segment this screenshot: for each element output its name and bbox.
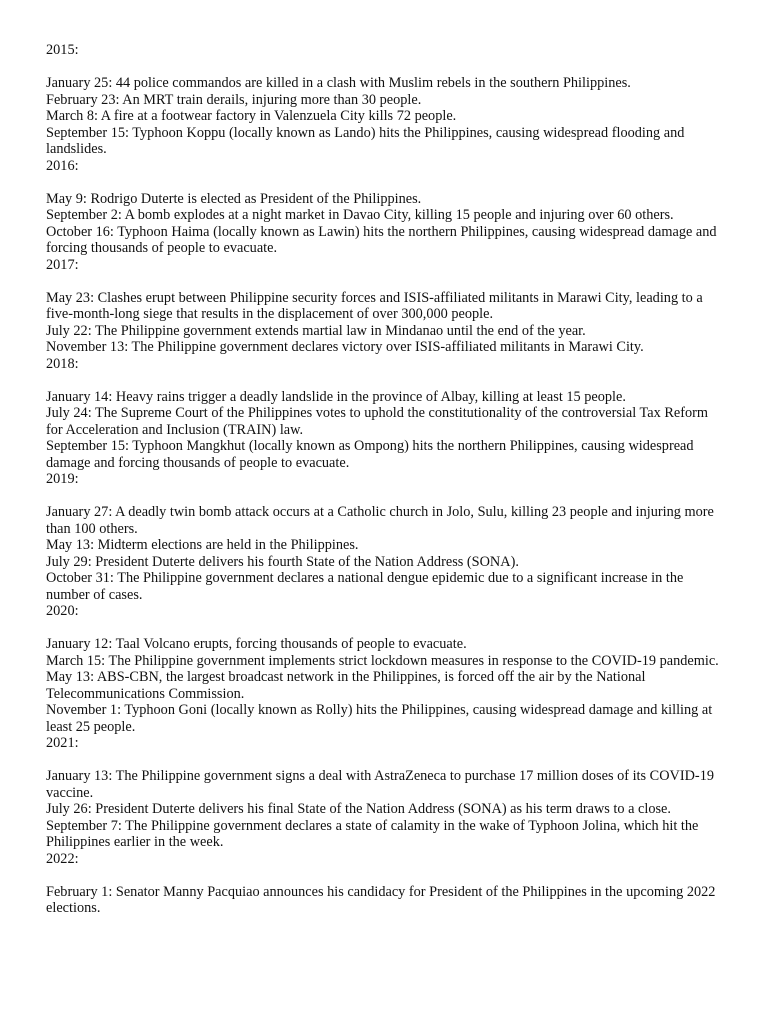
spacer — [46, 174, 726, 191]
event-entry: November 1: Typhoon Goni (locally known as Rolly) hits the Philippines, causing widespread damage and killing at least 25 people. — [46, 702, 713, 735]
year-heading: 2018: — [46, 355, 79, 372]
event-entry: January 13: The Philippine government signs a deal with AstraZeneca to purchase 17 million doses of its COVID-19 vaccine. — [46, 768, 714, 801]
document-page — [46, 42, 726, 917]
spacer — [46, 488, 726, 505]
year-heading: 2022: — [46, 850, 79, 867]
event-entry: January 25: 44 police commandos are killed in a clash with Muslim rebels in the southern Philippines. — [46, 75, 631, 91]
event-entry: January 12: Taal Volcano erupts, forcing thousands of people to evacuate. — [46, 636, 467, 652]
year-section-2017 — [46, 257, 726, 356]
year-section-2016 — [46, 158, 726, 257]
year-section-2021 — [46, 735, 726, 851]
event-entry: November 13: The Philippine government declares victory over ISIS-affiliated militants in Marawi City. — [46, 339, 644, 355]
event-entry: May 13: ABS-CBN, the largest broadcast network in the Philippines, is forced off the air by the National Telecommunications Commission. — [46, 669, 646, 702]
year-heading: 2019: — [46, 471, 79, 487]
year-heading: 2017: — [46, 256, 79, 273]
event-entry: May 13: Midterm elections are held in the Philippines. — [46, 537, 359, 553]
event-entry: January 27: A deadly twin bomb attack occurs at a Catholic church in Jolo, Sulu, killing 23 people and injuring more than 100 others. — [46, 504, 714, 537]
event-entry: March 15: The Philippine government implements strict lockdown measures in response to the COVID-19 pandemic. — [46, 652, 719, 669]
year-heading: 2016: — [46, 157, 79, 174]
spacer — [46, 273, 726, 290]
event-entry: September 7: The Philippine government declares a state of calamity in the wake of Typhoon Jolina, which hit the Philippines earlier in the week. — [46, 817, 699, 850]
event-entry: July 29: President Duterte delivers his fourth State of the Nation Address (SONA). — [46, 553, 519, 570]
spacer — [46, 59, 726, 76]
spacer — [46, 867, 726, 884]
spacer — [46, 620, 726, 637]
year-section-2022 — [46, 851, 726, 917]
event-entry: July 26: President Duterte delivers his final State of the Nation Address (SONA) as his term draws to a close. — [46, 801, 671, 817]
year-section-2015 — [46, 42, 726, 158]
year-section-2020 — [46, 603, 726, 735]
event-entry: May 9: Rodrigo Duterte is elected as President of the Philippines. — [46, 190, 422, 207]
event-entry: October 31: The Philippine government declares a national dengue epidemic due to a significant increase in the number of cases. — [46, 570, 684, 603]
event-entry: March 8: A fire at a footwear factory in Valenzuela City kills 72 people. — [46, 108, 457, 124]
year-section-2019 — [46, 471, 726, 603]
event-entry: July 22: The Philippine government extends martial law in Mindanao until the end of the year. — [46, 322, 586, 339]
year-heading: 2015: — [46, 42, 79, 58]
event-entry: September 15: Typhoon Koppu (locally known as Lando) hits the Philippines, causing widespread flooding and landslides. — [46, 124, 685, 157]
event-entry: January 14: Heavy rains trigger a deadly landslide in the province of Albay, killing at least 15 people. — [46, 388, 626, 405]
year-heading: 2020: — [46, 603, 79, 619]
event-entry: July 24: The Supreme Court of the Philippines votes to uphold the constitutionality of the controversial Tax Reform for Acceleration and Inclusion (TRAIN) law. — [46, 405, 708, 438]
spacer — [46, 752, 726, 769]
year-heading: 2021: — [46, 735, 79, 751]
event-entry: February 23: An MRT train derails, injuring more than 30 people. — [46, 91, 422, 108]
event-entry: September 2: A bomb explodes at a night market in Davao City, killing 15 people and injuring over 60 others. — [46, 207, 674, 223]
year-section-2018 — [46, 356, 726, 472]
event-entry: February 1: Senator Manny Pacquiao announces his candidacy for President of the Philippines in the upcoming 2022 elections. — [46, 883, 716, 916]
spacer — [46, 372, 726, 389]
event-entry: May 23: Clashes erupt between Philippine security forces and ISIS-affiliated militants in Marawi City, leading to a five-month-long siege that results in the displacement of over 300,000 people. — [46, 289, 703, 322]
event-entry: October 16: Typhoon Haima (locally known as Lawin) hits the northern Philippines, causing widespread damage and forcing thousands of people to evacuate. — [46, 223, 717, 256]
event-entry: September 15: Typhoon Mangkhut (locally known as Ompong) hits the northern Philippines, causing widespread damage and forcing thousands of people to evacuate. — [46, 438, 694, 471]
